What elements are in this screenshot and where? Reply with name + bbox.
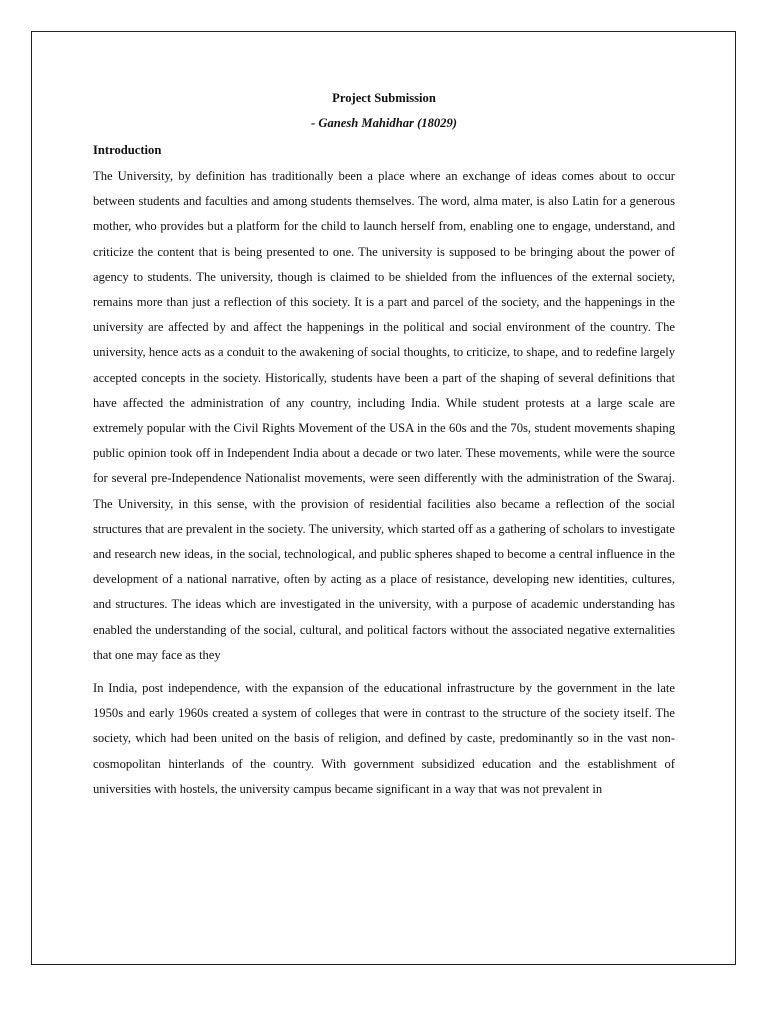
paragraph-1: The University, by definition has traditionally been a place where an exchange of ideas comes about to occur between students and faculties and among students themselves. The word, alma mater, is also Latin for a generous mother, who provides but a platform for the child to launch herself from, enabling one to engage, understand, and criticize the content that is being presented to one. The university is supposed to be bringing about the power of agency to students. The university, though is claimed to be shielded from the influences of the external society, remains more than just a reflection of this society. It is a part and parcel of the society, and the happenings in the university are affected by and affect the happenings in the political and social environment of the country. The university, hence acts as a conduit to the awakening of social thoughts, to criticize, to shape, and to redefine largely accepted concepts in the society. Historically, students have been a part of the shaping of several definitions that have affected the administration of any country, including India. While student protests at a large scale are extremely popular with the Civil Rights Movement of the USA in the 60s and the 70s, student movements shaping public opinion took off in Independent India about a decade or two later. These movements, while were the source for several pre-Independence Nationalist movements, were seen differently with the administration of the Swaraj. The University, in this sense, with the provision of residential facilities also became a reflection of the social structures that are prevalent in the society. The university, which started off as a gathering of scholars to investigate and research new ideas, in the social, technological, and public spheres shaped to become a central influence in the development of a national narrative, often by acting as a place of resistance, developing new identities, cultures, and structures. The ideas which are investigated in the university, with a purpose of academic understanding has enabled the understanding of the social, cultural, and political factors without the associated negative externalities that one may face as they [93,169,675,662]
section-heading: Introduction [93,143,162,157]
document-body [93,86,675,802]
document-title: Project Submission [332,91,436,105]
paragraph-2: In India, post independence, with the expansion of the educational infrastructure by the government in the late 1950s and early 1960s created a system of colleges that were in contrast to the structure of the society itself. The society, which had been united on the basis of religion, and defined by caste, predominantly so in the vast non-cosmopolitan hinterlands of the country. With government subsidized education and the establishment of universities with hostels, the university campus became significant in a way that was not prevalent in [93,681,675,796]
author-line: - Ganesh Mahidhar (18029) [311,116,457,130]
